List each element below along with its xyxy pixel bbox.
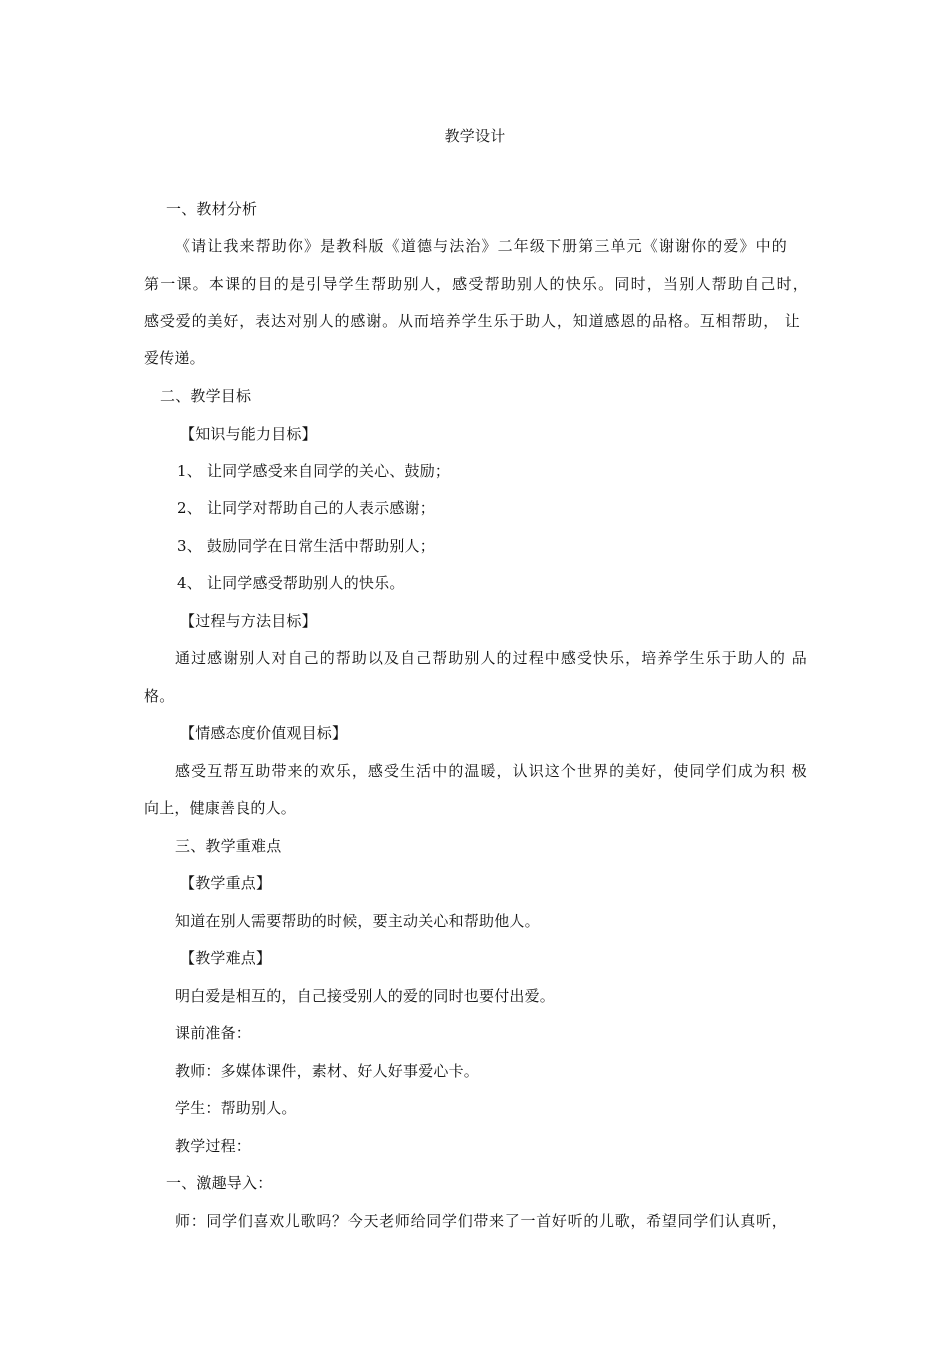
paragraph-line: 第一课。本课的目的是引导学生帮助别人，感受帮助别人的快乐。同时，当别人帮助自己时， — [144, 275, 808, 293]
preparation-student: 学生：帮助别人。 — [175, 1099, 297, 1117]
subheading-process-method: 【过程与方法目标】 — [180, 612, 317, 630]
paragraph-line: 师：同学们喜欢儿歌吗？今天老师给同学们带来了一首好听的儿歌，希望同学们认真听， — [175, 1212, 787, 1230]
preparation-teacher: 教师：多媒体课件，素材、好人好事爱心卡。 — [175, 1062, 480, 1080]
list-item: 2、 让同学对帮助自己的人表示感谢； — [177, 499, 435, 517]
paragraph-line: 向上，健康善良的人。 — [144, 799, 297, 817]
paragraph-line: 格。 — [144, 687, 175, 705]
paragraph-line: 通过感谢别人对自己的帮助以及自己帮助别人的过程中感受快乐，培养学生乐于助人的 品 — [175, 649, 807, 667]
subheading-difficult-point: 【教学难点】 — [180, 949, 272, 967]
list-item: 4、 让同学感受帮助别人的快乐。 — [177, 574, 405, 592]
page-title: 教学设计 — [444, 127, 506, 145]
paragraph-line: 感受爱的美好，表达对别人的感谢。从而培养学生乐于助人，知道感恩的品格。互相帮助， 让 — [144, 312, 800, 330]
list-item: 1、 让同学感受来自同学的关心、鼓励； — [177, 462, 451, 480]
subheading-key-point: 【教学重点】 — [180, 874, 272, 892]
list-item: 3、 鼓励同学在日常生活中帮助别人； — [177, 537, 435, 555]
section-heading-key-difficult-points: 三、教学重难点 — [175, 837, 282, 855]
process-section-intro: 一、激趣导入： — [166, 1174, 273, 1192]
subheading-knowledge-ability: 【知识与能力目标】 — [180, 425, 317, 443]
section-heading-teaching-objectives: 二、教学目标 — [160, 387, 252, 405]
paragraph-line: 感受互帮互助带来的欢乐，感受生活中的温暖，认识这个世界的美好，使同学们成为积 极 — [175, 762, 807, 780]
paragraph-line: 知道在别人需要帮助的时候，要主动关心和帮助他人。 — [175, 912, 540, 930]
section-heading-textbook-analysis: 一、教材分析 — [166, 200, 258, 218]
paragraph-line: 爱传递。 — [144, 349, 205, 367]
process-heading: 教学过程： — [175, 1137, 252, 1155]
paragraph-line: 《请让我来帮助你》是教科版《道德与法治》二年级下册第三单元《谢谢你的爱》中的 — [175, 237, 787, 255]
subheading-emotion-values: 【情感态度价值观目标】 — [180, 724, 348, 742]
preparation-heading: 课前准备： — [175, 1024, 252, 1042]
paragraph-line: 明白爱是相互的，自己接受别人的爱的同时也要付出爱。 — [175, 987, 556, 1005]
